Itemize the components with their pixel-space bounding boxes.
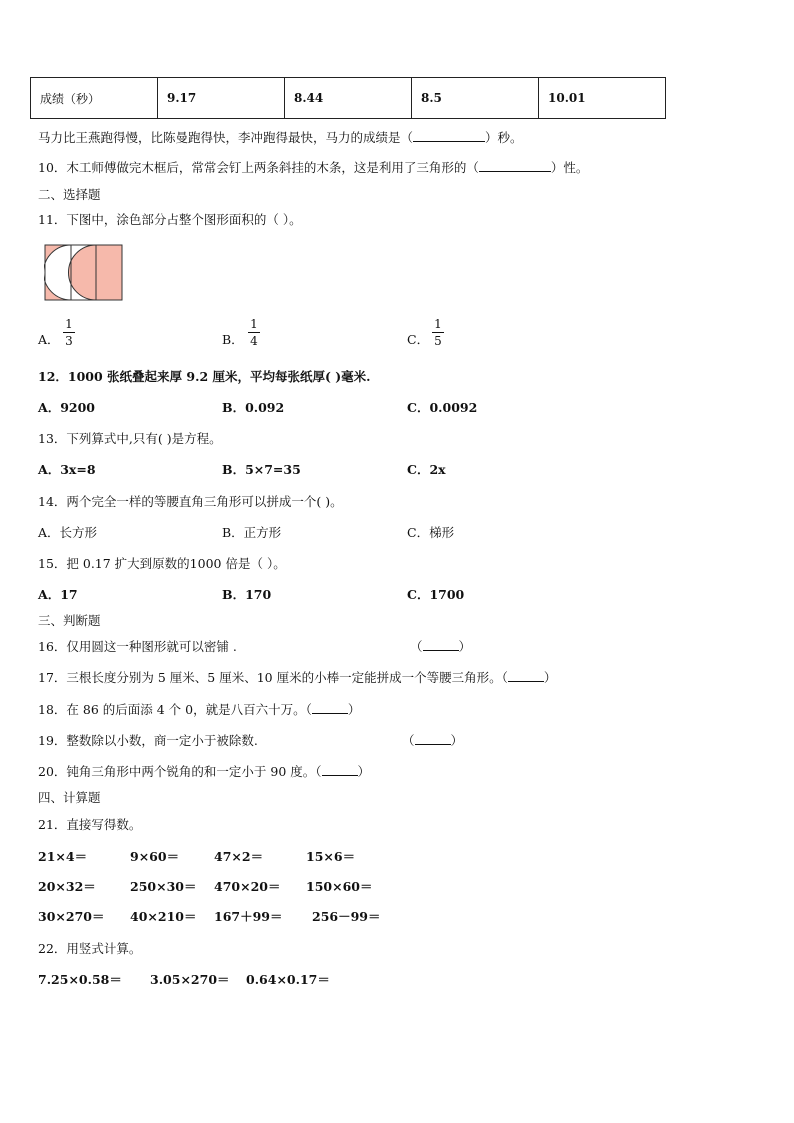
calc-item: 21×4＝ [38,849,88,864]
question-15: 15．把 0.17 扩大到原数的1000 倍是（ ）。 [38,556,286,571]
table-cell: 8.44 [285,78,412,119]
answer-blank[interactable] [413,129,485,142]
option-a[interactable]: A．长方形 [38,525,98,540]
answer-paren[interactable]: （ ） [402,733,464,748]
judge-question-17: 17．三根长度分别为 5 厘米、5 厘米、10 厘米的小棒一定能拼成一个等腰三角形。（ ） [38,670,557,685]
option-b[interactable]: B．5×7=35 [222,462,301,477]
table-cell: 成绩（秒） [31,78,158,119]
answer-blank[interactable] [508,669,544,682]
table-cell: 9.17 [158,78,285,119]
option-b[interactable]: B．正方形 [222,525,282,540]
calc-item: 150×60＝ [306,879,373,894]
option-b[interactable]: B． [222,332,244,347]
question-11: 11．下图中，涂色部分占整个图形面积的（ ）。 [38,212,302,227]
question-suffix: ）性。 [550,160,589,175]
answer-paren[interactable]: （ ） [410,639,472,654]
option-c[interactable]: C．梯形 [407,525,455,540]
judge-question-19: 19．整数除以小数，商一定小于被除数. [38,733,258,748]
judge-question-16: 16．仅用圆这一种图形就可以密铺 . [38,639,237,654]
section-heading: 三、判断题 [38,613,101,628]
option-a[interactable]: A． [38,332,60,347]
calc-item: 256－99＝ [312,909,381,924]
score-table [30,77,666,119]
option-c[interactable]: C． [407,332,430,347]
judge-question-18: 18．在 86 的后面添 4 个 0，就是八百六十万。（ ） [38,702,361,717]
option-a[interactable]: A．3x=8 [38,462,96,477]
question-9-tail [38,128,523,146]
option-c[interactable]: C．2x [407,462,446,477]
table-row [31,78,666,119]
calc-item: 3.05×270＝ [150,972,230,987]
option-c[interactable]: C．0.0092 [407,400,478,415]
calc-item: 250×30＝ [130,879,197,894]
calc-item: 167＋99＝ [214,909,283,924]
question-22: 22．用竖式计算。 [38,941,142,956]
option-c[interactable]: C．1700 [407,587,465,602]
question-text: 马力比王燕跑得慢，比陈曼跑得快，李冲跑得最快，马力的成绩是（ [38,130,414,145]
fraction: 1 3 [63,317,75,348]
table-cell: 10.01 [539,78,666,119]
option-b[interactable]: B．0.092 [222,400,285,415]
calc-item: 0.64×0.17＝ [246,972,330,987]
calc-item: 9×60＝ [130,849,180,864]
answer-blank[interactable] [415,732,451,745]
calc-item: 30×270＝ [38,909,105,924]
calc-item: 15×6＝ [306,849,356,864]
section-heading: 四、计算题 [38,790,101,805]
question-13: 13．下列算式中,只有( )是方程。 [38,431,222,446]
question-text: 10．木工师傅做完木框后，常常会钉上两条斜挂的木条，这是利用了三角形的（ [38,160,479,175]
question-14: 14．两个完全一样的等腰直角三角形可以拼成一个( )。 [38,494,343,509]
section-heading: 二、选择题 [38,187,101,202]
question-21: 21．直接写得数。 [38,817,142,832]
calc-item: 20×32＝ [38,879,96,894]
judge-question-20: 20．钝角三角形中两个锐角的和一定小于 90 度。（ ） [38,764,371,779]
answer-blank[interactable] [312,701,348,714]
answer-blank[interactable] [322,763,358,776]
option-b[interactable]: B．170 [222,587,272,602]
fraction: 1 5 [432,317,444,348]
question-suffix: ）秒。 [485,130,523,145]
option-a[interactable]: A．9200 [38,400,95,415]
calc-item: 40×210＝ [130,909,197,924]
calc-item: 470×20＝ [214,879,281,894]
answer-blank[interactable] [423,638,459,651]
answer-blank[interactable] [479,159,551,172]
calc-item: 47×2＝ [214,849,264,864]
table-cell: 8.5 [412,78,539,119]
question-10 [38,158,588,176]
option-a[interactable]: A．17 [38,587,78,602]
fraction: 1 4 [248,317,260,348]
calc-item: 7.25×0.58＝ [38,972,122,987]
shaded-figure [44,244,126,302]
question-12: 12．1000 张纸叠起来厚 9.2 厘米，平均每张纸厚( )毫米. [38,369,371,384]
